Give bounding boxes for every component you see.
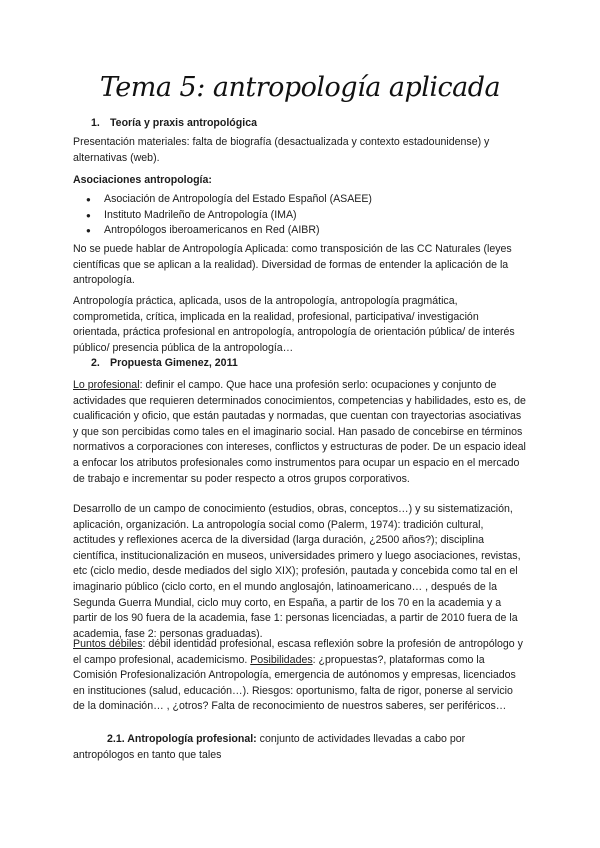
paragraph-text: : definir el campo. Que hace una profesión serlo: ocupaciones y conjunto de actividades que requieren determinados conocimientos, competencias y habilidades, esto es, de cualificación y oficio, que están pautadas y normadas, que cuentan con trayectorias asociativas y que son percibidas como tales en el imaginario social. Han pasado de concebirse en términos normativos a corporaciones con intereses, conflictos y estructuras de poder. De un espacio ideal a enfocar los atributos profesionales como instrumentos para ocupar un espacio en el mercado de trabajo e incrementar su poder respecto a otros grupos corporativos. bbox=[73, 379, 526, 485]
paragraph: Presentación materiales: falta de biografía (desactualizada y contexto estadounidense) y alternativas (web). bbox=[73, 136, 490, 164]
list-item: ● Instituto Madrileño de Antropología (IMA) bbox=[73, 208, 527, 224]
page-title: Tema 5: antropología aplicada bbox=[99, 72, 501, 103]
section-number: 1. bbox=[91, 117, 100, 129]
paragraph: Antropología práctica, aplicada, usos de la antropología, antropología pragmática, comprometida, crítica, implicada en la realidad, profesional, participativa/ investigación orientada, práctica profesional en antropología, antropología de orientación pública/ de interés público/ presencia pública de la antropología… bbox=[73, 295, 515, 354]
section-number: 2. bbox=[91, 357, 100, 369]
paragraph-text: : ¿propuestas?, plataformas como la Comisión Profesionalización Antropología, emergencia de autónomos y empresas, licenciados en instituciones (salud, educación…). Riesgos: oportunismo, falta de rigor, ponerse al servicio de la dominación… , ¿otros? Falta de reconocimiento de nuestros saberes, ser periféricos… bbox=[73, 653, 516, 713]
paragraph bbox=[73, 637, 527, 715]
underlined-term: Puntos débiles bbox=[73, 638, 143, 650]
section-title: Teoría y praxis antropológica bbox=[110, 117, 257, 129]
section-1-heading bbox=[91, 116, 527, 132]
list-item: ● Antropólogos iberoamericanos en Red (AIBR) bbox=[73, 223, 527, 239]
paragraph bbox=[73, 378, 527, 487]
paragraph-text: conjunto de actividades llevadas a cabo por antropólogos en tanto que tales bbox=[73, 733, 466, 761]
subsection-2-1 bbox=[73, 732, 527, 763]
section-2-heading bbox=[91, 356, 527, 372]
association-list bbox=[73, 192, 527, 239]
paragraph: No se puede hablar de Antropología Aplicada: como transposición de las CC Naturales (leyes científicas que se aplican a la realidad). Diversidad de formas de entender la aplicación de la antropología. bbox=[73, 243, 512, 287]
section-title: Propuesta Gimenez, 2011 bbox=[110, 357, 238, 369]
paragraph-text: : débil identidad profesional, escasa reflexión sobre la profesión de antropólogo y el campo profesional, academicismo. bbox=[73, 638, 523, 666]
underlined-term: Posibilidades bbox=[250, 653, 313, 666]
underlined-term: Lo profesional bbox=[73, 379, 140, 391]
paragraph: Desarrollo de un campo de conocimiento (estudios, obras, conceptos…) y su sistematización, aplicación, organización. La antropología social como (Palerm, 1974): tradición cultural, actitudes y reflexiones acerca de la diversidad (larga duración, ¿2500 años?); disciplina científica, institucionalización en museos, universidades primero y luego asociaciones, revistas, etc (ciclo medio, desde mediados del siglo XIX); profesión, pautada y concebida como tal en el imaginario público (ciclo corto, en el mundo anglosajón, latinoamericano… , después de la Segunda Guerra Mundial, ciclo muy corto, en España, a partir de los 70 en la academia y a partir de los 90 fuera de la academia, fase 1: personas licenciadas, a partir de 2010 fuera de la academia, fase 2: personas graduadas). bbox=[73, 503, 521, 640]
subsection-title: 2.1. Antropología profesional: bbox=[107, 733, 257, 745]
subheading: Asociaciones antropología: bbox=[73, 174, 212, 186]
list-item: ● Asociación de Antropología del Estado Español (ASAEE) bbox=[73, 192, 527, 208]
